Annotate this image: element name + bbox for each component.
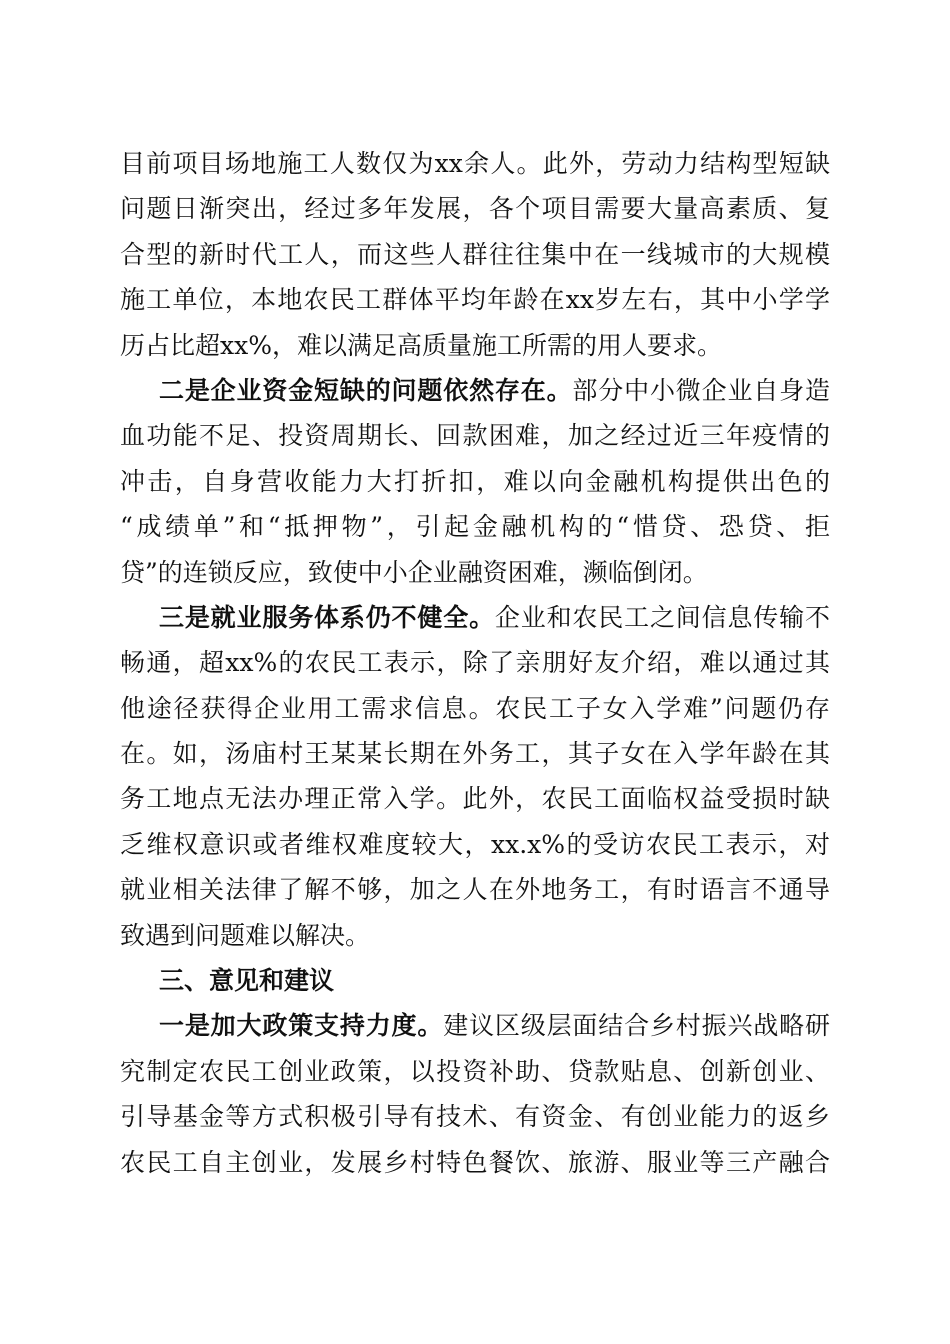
paragraph-employment-services	[120, 595, 830, 958]
text-line	[120, 1003, 830, 1048]
paragraph-lead: 二是企业资金短缺的问题依然存在。	[159, 375, 573, 405]
text-line: 乏维权意识或者维权难度较大，xx.x%的受访农民工表示，对	[120, 829, 830, 859]
text-line: 历占比超xx%，难以满足高质量施工所需的用人要求。	[120, 330, 722, 360]
text-line: 畅通，超xx%的农民工表示，除了亲朋好友介绍，难以通过其	[120, 648, 830, 678]
paragraph-lead: 一是加大政策支持力度。	[159, 1011, 444, 1041]
text-line: 他途径获得企业用工需求信息。农民工子女入学难”问题仍存	[120, 693, 830, 723]
text-line	[120, 595, 830, 640]
text-line: 引导基金等方式积极引导有技术、有资金、有创业能力的返乡	[120, 1102, 830, 1132]
text-line: 在。如，汤庙村王某某长期在外务工，其子女在入学年龄在其	[120, 739, 830, 769]
text-line	[120, 368, 830, 413]
document-body	[120, 141, 830, 1185]
text-line: 冲击，自身营收能力大打折扣，难以向金融机构提供出色的	[120, 466, 830, 496]
text-line: 就业相关法律了解不够，加之人在外地务工，有时语言不通导	[120, 875, 830, 905]
text-line: 合型的新时代工人，而这些人群往往集中在一线城市的大规模	[120, 239, 830, 269]
text-line: 血功能不足、投资周期长、回款困难，加之经过近三年疫情的	[120, 421, 830, 451]
text-line: 农民工自主创业，发展乡村特色餐饮、旅游、服业等三产融合	[120, 1147, 830, 1177]
text-run: 企业和农民工之间信息传输不	[494, 602, 830, 632]
text-line: 目前项目场地施工人数仅为xx余人。此外，劳动力结构型短缺	[120, 149, 830, 178]
paragraph-policy-support	[120, 1003, 830, 1185]
text-line: 致遇到问题难以解决。	[120, 920, 371, 950]
text-line: “成绩单”和“抵押物”，引起金融机构的“惜贷、恐贷、拒	[120, 512, 830, 542]
text-run: 部分中小微企业自身造	[572, 375, 830, 405]
text-run: 建议区级层面结合乡村振兴战略研	[443, 1011, 830, 1041]
text-line: 贷”的连锁反应，致使中小企业融资困难，濒临倒闭。	[120, 557, 708, 587]
paragraph-lead: 三是就业服务体系仍不健全。	[159, 602, 495, 632]
text-line: 问题日渐突出，经过多年发展，各个项目需要大量高素质、复	[120, 194, 830, 224]
paragraph-labor-shortage	[120, 141, 830, 368]
text-line: 施工单位，本地农民工群体平均年龄在xx岁左右，其中小学学	[120, 285, 830, 315]
paragraph-funding-shortage	[120, 368, 830, 595]
text-line: 究制定农民工创业政策，以投资补助、贷款贴息、创新创业、	[120, 1056, 830, 1086]
text-line: 务工地点无法办理正常入学。此外，农民工面临权益受损时缺	[120, 784, 830, 814]
section-heading: 三、意见和建议	[159, 966, 335, 996]
